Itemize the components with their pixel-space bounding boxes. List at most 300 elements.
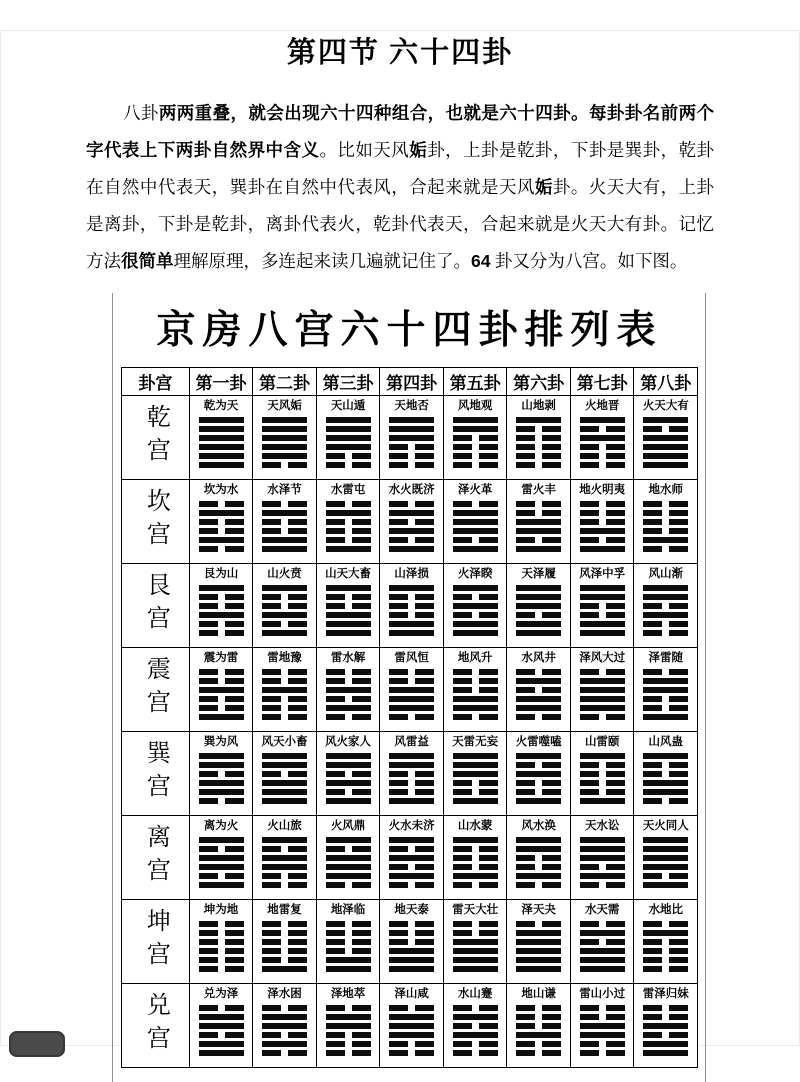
hexagram-name: 风天小畜 <box>261 736 308 748</box>
hexagram-symbol <box>516 753 561 804</box>
hexagram-name: 雷火丰 <box>521 484 556 496</box>
yang-line <box>389 585 434 591</box>
yang-line <box>516 753 561 759</box>
yang-line <box>516 678 561 684</box>
hexagram-symbol <box>643 501 688 552</box>
yang-line <box>326 585 371 591</box>
hexagram-cell <box>443 732 507 816</box>
hexagram-name: 火地晋 <box>584 400 620 412</box>
yang-line <box>580 846 625 852</box>
scroll-thumb-button[interactable] <box>9 1031 65 1057</box>
yang-line <box>453 585 498 591</box>
yang-line <box>580 930 625 936</box>
yang-line <box>199 612 244 618</box>
col-header-hexagram-2: 第二卦 <box>253 368 317 396</box>
hexagram-name: 风山渐 <box>648 568 683 580</box>
yin-line <box>389 444 434 450</box>
hexagram-table <box>121 367 698 1068</box>
yin-line <box>516 762 561 768</box>
hexagram-symbol <box>516 585 561 636</box>
yin-line <box>389 594 434 600</box>
yin-line <box>326 939 371 945</box>
hexagram-name: 水泽节 <box>267 484 302 496</box>
yin-line <box>453 537 498 543</box>
hexagram-cell <box>443 480 507 564</box>
yin-line <box>262 678 307 684</box>
yang-line <box>326 762 371 768</box>
yin-line <box>516 669 561 675</box>
hexagram-name: 雷泽归妹 <box>642 988 689 1000</box>
yin-line <box>643 966 688 972</box>
yang-line <box>199 585 244 591</box>
hexagram-symbol <box>453 753 498 804</box>
yin-line <box>262 519 307 525</box>
yang-line <box>199 837 244 843</box>
yang-line <box>643 417 688 423</box>
yin-line <box>580 864 625 870</box>
yin-line <box>516 855 561 861</box>
yin-line <box>199 546 244 552</box>
yin-line <box>453 882 498 888</box>
yin-line <box>199 798 244 804</box>
yang-line <box>643 537 688 543</box>
hexagram-name: 雷山小过 <box>579 988 626 1000</box>
yin-line <box>199 630 244 636</box>
yang-line <box>453 753 498 759</box>
yang-line <box>389 1032 434 1038</box>
hexagram-cell <box>507 984 571 1068</box>
hexagram-name: 震为雷 <box>203 652 239 664</box>
hexagram-name: 天水讼 <box>584 820 620 832</box>
palace-label-text: 坎宫 <box>142 488 169 554</box>
yin-line <box>580 1050 625 1056</box>
hexagram-symbol <box>199 417 244 468</box>
yang-line <box>643 789 688 795</box>
hexagram-symbol <box>389 501 434 552</box>
yin-line <box>326 501 371 507</box>
yin-line <box>580 882 625 888</box>
yin-line <box>326 528 371 534</box>
yang-line <box>516 966 561 972</box>
yang-line <box>580 435 625 441</box>
yang-line <box>326 1014 371 1020</box>
yin-line <box>516 780 561 786</box>
hexagram-symbol <box>262 417 307 468</box>
yang-line <box>199 510 244 516</box>
yin-line <box>516 1050 561 1056</box>
hexagram-symbol <box>326 501 371 552</box>
yang-line <box>389 696 434 702</box>
paragraph-segment: 卦又分为八宫。如下图。 <box>490 251 688 271</box>
hexagram-symbol <box>453 837 498 888</box>
hexagram-cell <box>570 900 634 984</box>
hexagram-name: 雷天大壮 <box>452 904 499 916</box>
hexagram-name: 山风蛊 <box>648 736 683 748</box>
hexagram-symbol <box>516 669 561 720</box>
hexagram-cell <box>507 648 571 732</box>
col-header-hexagram-1: 第一卦 <box>189 368 253 396</box>
yin-line <box>262 594 307 600</box>
yang-line <box>262 762 307 768</box>
hexagram-symbol <box>199 669 244 720</box>
yin-line <box>643 519 688 525</box>
hexagram-cell <box>316 984 380 1068</box>
hexagram-cell <box>634 984 698 1068</box>
hexagram-cell <box>316 816 380 900</box>
col-header-hexagram-8: 第八卦 <box>634 368 698 396</box>
yin-line <box>516 882 561 888</box>
paragraph-segment: 卦，上卦是乾卦，下卦是巽卦，乾卦在自然中代表天，巽卦在自然中代表风，合起来就是天风 <box>86 140 715 197</box>
yang-line <box>262 1014 307 1020</box>
hexagram-symbol <box>262 669 307 720</box>
hexagram-cell <box>507 480 571 564</box>
yin-line <box>262 846 307 852</box>
yang-line <box>580 753 625 759</box>
yang-line <box>199 687 244 693</box>
hexagram-name: 水火既济 <box>388 484 435 496</box>
yang-line <box>516 519 561 525</box>
hexagram-name: 天雷无妄 <box>452 736 499 748</box>
yin-line <box>453 855 498 861</box>
yang-line <box>580 546 625 552</box>
yang-line <box>199 882 244 888</box>
hexagram-name: 火泽睽 <box>457 568 493 580</box>
hexagram-symbol <box>580 921 625 972</box>
yang-line <box>453 519 498 525</box>
yin-line <box>326 453 371 459</box>
hexagram-name: 地火明夷 <box>579 484 626 496</box>
palace-label <box>122 732 190 816</box>
yang-line <box>643 855 688 861</box>
yin-line <box>453 864 498 870</box>
hexagram-name: 天火同人 <box>642 820 689 832</box>
hexagram-cell <box>189 396 253 480</box>
hexagram-name: 水地比 <box>648 904 683 916</box>
yin-line <box>262 930 307 936</box>
hexagram-symbol <box>643 1005 688 1056</box>
yin-line <box>643 696 688 702</box>
hexagram-name: 火风鼎 <box>330 820 366 832</box>
hexagram-symbol <box>643 921 688 972</box>
hexagram-symbol <box>453 417 498 468</box>
yin-line <box>580 771 625 777</box>
yang-line <box>262 612 307 618</box>
palace-label-text: 震宫 <box>142 656 169 722</box>
yang-line <box>516 948 561 954</box>
yang-line <box>453 939 498 945</box>
paragraph-segment: 八卦 <box>123 103 159 123</box>
yin-line <box>516 921 561 927</box>
paragraph-segment: 两两重叠，就会出现六十四种组合，也就是六十四卦。每卦卦名前两个字代表上下两卦自然界中含义 <box>86 103 714 160</box>
yin-line <box>326 462 371 468</box>
yang-line <box>262 753 307 759</box>
yin-line <box>389 678 434 684</box>
hexagram-name: 山天大畜 <box>325 568 372 580</box>
palace-label <box>122 648 190 732</box>
yang-line <box>580 837 625 843</box>
yin-line <box>516 501 561 507</box>
yin-line <box>516 864 561 870</box>
col-header-palace: 卦宫 <box>122 368 190 396</box>
hexagram-cell <box>507 396 571 480</box>
hexagram-cell <box>634 396 698 480</box>
yang-line <box>580 696 625 702</box>
yin-line <box>326 921 371 927</box>
hexagram-name: 泽地萃 <box>330 988 366 1000</box>
yin-line <box>389 519 434 525</box>
yin-line <box>516 510 561 516</box>
yang-line <box>389 687 434 693</box>
hexagram-cell <box>189 732 253 816</box>
yang-line <box>262 453 307 459</box>
hexagram-name: 雷水解 <box>330 652 366 664</box>
yin-line <box>199 669 244 675</box>
intro-paragraph <box>86 95 714 280</box>
yang-line <box>262 966 307 972</box>
hexagram-name: 地山谦 <box>521 988 556 1000</box>
yang-line <box>453 1014 498 1020</box>
hexagram-name: 泽火革 <box>457 484 493 496</box>
hexagram-cell <box>253 984 317 1068</box>
yin-line <box>326 669 371 675</box>
hexagram-symbol <box>199 1005 244 1056</box>
yin-line <box>389 453 434 459</box>
yang-line <box>326 426 371 432</box>
hexagram-symbol <box>453 1005 498 1056</box>
hexagram-name: 地风升 <box>457 652 493 664</box>
yang-line <box>453 546 498 552</box>
palace-label-text: 巽宫 <box>142 740 169 806</box>
paragraph-segment: 64 <box>471 251 491 271</box>
hexagram-name: 天地否 <box>394 400 429 412</box>
yang-line <box>326 855 371 861</box>
hexagram-cell <box>634 900 698 984</box>
yin-line <box>516 789 561 795</box>
yang-line <box>389 417 434 423</box>
palace-row <box>122 900 698 984</box>
yang-line <box>453 1032 498 1038</box>
yang-line <box>580 585 625 591</box>
yang-line <box>262 837 307 843</box>
yang-line <box>516 705 561 711</box>
yang-line <box>262 546 307 552</box>
yang-line <box>516 957 561 963</box>
yin-line <box>262 669 307 675</box>
hexagram-cell <box>570 648 634 732</box>
yin-line <box>262 1050 307 1056</box>
hexagram-symbol <box>262 585 307 636</box>
hexagram-symbol <box>580 837 625 888</box>
yin-line <box>643 957 688 963</box>
yin-line <box>580 426 625 432</box>
yang-line <box>199 855 244 861</box>
yang-line <box>199 537 244 543</box>
yang-line <box>199 753 244 759</box>
hexagram-name: 地天泰 <box>394 904 429 916</box>
yang-line <box>580 621 625 627</box>
palace-label <box>122 396 190 480</box>
yin-line <box>643 705 688 711</box>
yin-line <box>199 528 244 534</box>
yin-line <box>580 612 625 618</box>
hexagram-name: 水雷屯 <box>330 484 366 496</box>
yin-line <box>326 789 371 795</box>
yin-line <box>262 462 307 468</box>
yin-line <box>453 444 498 450</box>
yang-line <box>453 528 498 534</box>
yang-line <box>262 1023 307 1029</box>
yang-line <box>453 837 498 843</box>
hexagram-symbol <box>516 837 561 888</box>
yin-line <box>516 612 561 618</box>
yang-line <box>262 417 307 423</box>
yin-line <box>262 603 307 609</box>
yin-line <box>643 771 688 777</box>
hexagram-cell <box>380 900 444 984</box>
yang-line <box>199 453 244 459</box>
yang-line <box>326 612 371 618</box>
hexagram-name: 山雷颐 <box>584 736 620 748</box>
yin-line <box>453 714 498 720</box>
hexagram-symbol <box>262 1005 307 1056</box>
yin-line <box>643 921 688 927</box>
yin-line <box>643 873 688 879</box>
hexagram-cell <box>634 648 698 732</box>
yin-line <box>389 864 434 870</box>
yang-line <box>516 546 561 552</box>
yang-line <box>643 930 688 936</box>
hexagram-symbol <box>389 669 434 720</box>
yang-line <box>516 939 561 945</box>
hexagram-name: 风泽中孚 <box>579 568 626 580</box>
yin-line <box>199 603 244 609</box>
hexagram-cell <box>507 816 571 900</box>
yang-line <box>326 798 371 804</box>
yang-line <box>389 426 434 432</box>
hexagram-name: 雷地豫 <box>267 652 302 664</box>
yang-line <box>389 798 434 804</box>
yang-line <box>453 966 498 972</box>
yin-line <box>516 444 561 450</box>
yin-line <box>199 948 244 954</box>
yin-line <box>326 594 371 600</box>
yang-line <box>643 453 688 459</box>
yang-line <box>262 537 307 543</box>
yin-line <box>453 780 498 786</box>
hexagram-cell <box>380 480 444 564</box>
yang-line <box>389 621 434 627</box>
yin-line <box>389 882 434 888</box>
hexagram-symbol <box>199 501 244 552</box>
yang-line <box>389 948 434 954</box>
yang-line <box>643 612 688 618</box>
yang-line <box>262 435 307 441</box>
hexagram-symbol <box>326 1005 371 1056</box>
yin-line <box>453 462 498 468</box>
yin-line <box>453 1023 498 1029</box>
yang-line <box>326 417 371 423</box>
hexagram-cell <box>253 900 317 984</box>
yin-line <box>453 687 498 693</box>
palace-label <box>122 984 190 1068</box>
yang-line <box>516 621 561 627</box>
hexagram-name: 地泽临 <box>330 904 366 916</box>
palace-label-text: 离宫 <box>142 824 169 890</box>
hexagram-cell <box>380 816 444 900</box>
hexagram-symbol <box>326 417 371 468</box>
hexagram-cell <box>507 564 571 648</box>
yang-line <box>516 837 561 843</box>
yang-line <box>580 678 625 684</box>
yang-line <box>643 594 688 600</box>
yin-line <box>643 630 688 636</box>
yin-line <box>516 1005 561 1011</box>
yang-line <box>262 1041 307 1047</box>
yin-line <box>326 948 371 954</box>
yin-line <box>580 510 625 516</box>
hexagram-symbol <box>580 753 625 804</box>
yin-line <box>643 762 688 768</box>
hexagram-cell <box>570 396 634 480</box>
yin-line <box>580 714 625 720</box>
hexagram-name: 山泽损 <box>394 568 429 580</box>
yang-line <box>326 1023 371 1029</box>
yang-line <box>643 837 688 843</box>
yin-line <box>199 921 244 927</box>
yang-line <box>516 585 561 591</box>
yin-line <box>199 621 244 627</box>
yin-line <box>643 798 688 804</box>
col-header-hexagram-5: 第五卦 <box>443 368 507 396</box>
yin-line <box>326 714 371 720</box>
yin-line <box>199 594 244 600</box>
hexagram-symbol <box>516 1005 561 1056</box>
yin-line <box>580 501 625 507</box>
hexagram-symbol <box>262 753 307 804</box>
hexagram-symbol <box>262 501 307 552</box>
yang-line <box>199 762 244 768</box>
yang-line <box>389 1023 434 1029</box>
palace-label-text: 兑宫 <box>142 992 169 1058</box>
hexagram-name: 泽雷随 <box>648 652 683 664</box>
yang-line <box>453 621 498 627</box>
yin-line <box>580 444 625 450</box>
yang-line <box>453 696 498 702</box>
yang-line <box>262 789 307 795</box>
palace-row <box>122 564 698 648</box>
yin-line <box>643 669 688 675</box>
yin-line <box>326 603 371 609</box>
hexagram-cell <box>570 480 634 564</box>
yang-line <box>516 846 561 852</box>
yin-line <box>326 882 371 888</box>
yin-line <box>453 1050 498 1056</box>
hexagram-symbol <box>326 585 371 636</box>
yin-line <box>326 1032 371 1038</box>
yang-line <box>580 1032 625 1038</box>
yin-line <box>389 771 434 777</box>
hexagram-name: 乾为天 <box>203 400 239 412</box>
hexagram-symbol <box>580 585 625 636</box>
yang-line <box>580 855 625 861</box>
yang-line <box>643 678 688 684</box>
yin-line <box>516 537 561 543</box>
col-header-hexagram-4: 第四卦 <box>380 368 444 396</box>
hexagram-name: 坤为地 <box>203 904 239 916</box>
yin-line <box>643 1005 688 1011</box>
yin-line <box>262 1005 307 1011</box>
hexagram-symbol <box>580 1005 625 1056</box>
